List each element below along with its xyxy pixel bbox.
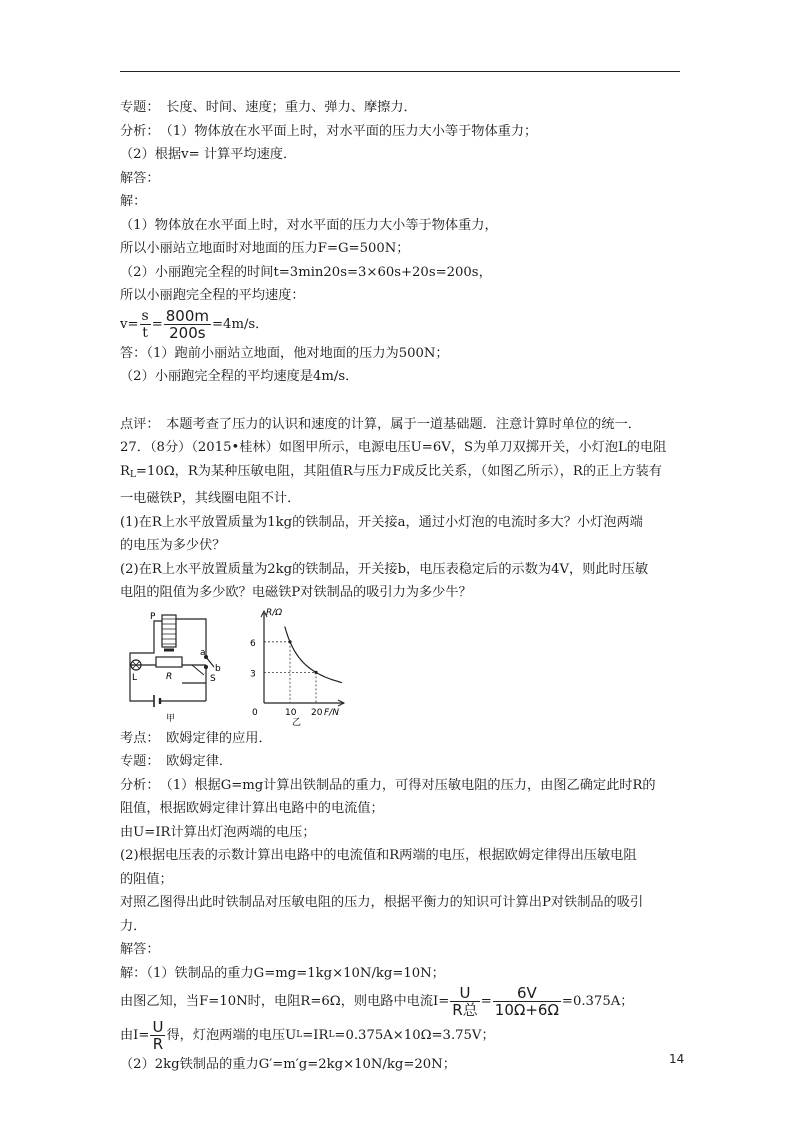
text-line: 的阻值； (120, 871, 173, 887)
text-line: 分析： （1）物体放在水平面上时，对水平面的压力大小等于物体重力； (120, 123, 538, 139)
subscript: L (328, 1030, 335, 1041)
subscript: L (129, 469, 136, 480)
text-line: (2)根据电压表的示数计算出电路中的电流值和R两端的电压，根据欧姆定律得出压敏电阻 (120, 848, 637, 863)
fraction-numerator: U (450, 986, 479, 1002)
text-run: =IR (302, 1028, 329, 1044)
origin-label: 0 (252, 707, 258, 718)
x-axis-label: F/N (324, 707, 339, 718)
resistance-force-graph (240, 605, 350, 727)
fraction-numerator: 800m (165, 306, 209, 325)
text-line: 考点： 欧姆定律的应用． (120, 730, 272, 746)
label-l: L (132, 672, 138, 683)
text-run: =0.375A×10Ω=3.75V； (334, 1028, 495, 1044)
text-line: 所以小丽站立地面时对地面的压力F=G=500N； (120, 241, 410, 256)
text-line: 电阻的阻值为多少欧？电磁铁P对铁制品的吸引力为多少牛？ (120, 585, 472, 600)
text-line: 解答： (120, 942, 160, 957)
text-line: 所以小丽跑完全程的平均速度： (120, 288, 305, 303)
subscript: L (296, 1030, 303, 1041)
text-line: 分析： （1）根据G=mg计算出铁制品的重力，可得对压敏电阻的压力，由图乙确定此时R的 (120, 777, 656, 793)
r-f-curve (285, 626, 342, 682)
text-line: 的电压为多少伏？ (120, 538, 226, 553)
equals-sign: = (480, 994, 492, 1010)
text-line: （2）小丽跑完全程的时间t=3min20s=3×60s+20s=200s， (120, 264, 492, 280)
label-p: P (150, 611, 156, 622)
fraction-numerator: U (152, 1018, 164, 1036)
text-line: 答：（1）跑前小丽站立地面，他对地面的压力为500N； (120, 345, 449, 361)
text-line: 点评： 本题考查了压力的认识和速度的计算，属于一道基础题．注意计算时单位的统一． (120, 416, 641, 432)
y-tick-label: 3 (250, 668, 256, 679)
page-number: 14 (669, 1052, 685, 1066)
fraction-ohm (150, 1020, 165, 1052)
text-line: 专题： 欧姆定律． (120, 754, 233, 769)
text-line: 由U=IR计算出灯泡两端的电压； (120, 824, 316, 840)
text-line: 阻值，根据欧姆定律计算出电路中的电流值； (120, 801, 384, 816)
figure-row (120, 605, 685, 727)
label-a: a (200, 647, 206, 658)
fraction-denominator: R (152, 1035, 164, 1053)
symbol-r: R (120, 463, 130, 479)
y-axis-label: R/Ω (266, 607, 283, 618)
circuit-diagram (120, 605, 230, 725)
data-point (314, 670, 317, 673)
header-rule (120, 71, 680, 72)
data-point (288, 640, 291, 643)
text-line: 27．（8分）（2015•桂林）如图甲所示，电源电压U=6V，S为单刀双掷开关，小灯泡L的电阻 (120, 440, 667, 455)
fraction-values (493, 986, 561, 1018)
y-tick-label: 6 (250, 638, 256, 649)
text-line: (2)在R上水平放置质量为2kg的铁制品，开关接b，电压表稳定后的示数为4V，则此时压敏 (120, 561, 649, 577)
text-line: （1）物体放在水平面上时，对水平面的压力大小等于物体重力， (120, 217, 498, 233)
fraction-symbolic (140, 309, 151, 341)
text-line: 解答： (120, 170, 160, 186)
fraction-values (164, 306, 211, 342)
text-line: （2）根据v= 计算平均速度． (120, 147, 297, 162)
text-line: 解：（1）铁制品的重力G=mg=1kg×10N/kg=10N； (120, 965, 445, 981)
x-tick-label: 20 (311, 707, 323, 718)
text-line: 力． (120, 918, 147, 934)
document-body (120, 96, 685, 1077)
text-run: 由I= (120, 1028, 150, 1044)
text-line: 对照乙图得出此时铁制品对压敏电阻的压力，根据平衡力的知识可计算出P对铁制品的吸引 (120, 895, 644, 910)
text-line: （2）小丽跑完全程的平均速度是4m/s． (120, 369, 359, 384)
text-line: 专题： 长度、时间、速度；重力、弹力、摩擦力． (120, 100, 417, 115)
x-tick-label: 10 (285, 707, 297, 718)
speed-formula: v= $\frac{s}{t}$ = $\frac{800m}{200s}$ =4m/s． (120, 306, 269, 342)
label-r: R (166, 671, 173, 682)
text-run: 由图乙知，当F=10N时，电阻R=6Ω，则电路中电流I= (120, 994, 450, 1010)
text-run: =10Ω，R为某种压敏电阻，其阻值R与压力F成反比关系，（如图乙所示），R的正上方装有 (135, 463, 662, 479)
formula-result: =4m/s． (212, 316, 269, 332)
fraction-denominator: t (142, 324, 148, 341)
current-formula-line (120, 985, 685, 1019)
text-run: 得，灯泡两端的电压U (166, 1028, 297, 1044)
formula-prefix: v= (120, 316, 139, 332)
text-line: （2）2kg铁制品的重力G′=m′g=2kg×10N/kg=20N； (120, 1057, 456, 1072)
text-line (120, 460, 685, 488)
fraction-denominator: R总 (452, 1001, 478, 1019)
text-line: (1)在R上水平放置质量为1kg的铁制品，开关接a，通过小灯泡的电流时多大？小灯泡两端 (120, 514, 643, 530)
fraction-denominator: 10Ω+6Ω (494, 1001, 559, 1019)
fraction-denominator: 200s (169, 323, 206, 342)
voltage-formula-line (120, 1019, 685, 1053)
graph-caption: 乙 (292, 717, 302, 727)
circuit-caption: 甲 (166, 713, 176, 724)
text-line: 解： (120, 194, 147, 209)
label-s: S (210, 673, 216, 684)
text-run: =0.375A； (561, 994, 634, 1010)
fraction-ohm (450, 986, 479, 1018)
label-b: b (215, 663, 221, 674)
text-line: 一电磁铁P，其线圈电阻不计． (120, 491, 301, 506)
fraction-numerator: 6V (493, 986, 561, 1002)
fraction-numerator: s (141, 307, 149, 324)
